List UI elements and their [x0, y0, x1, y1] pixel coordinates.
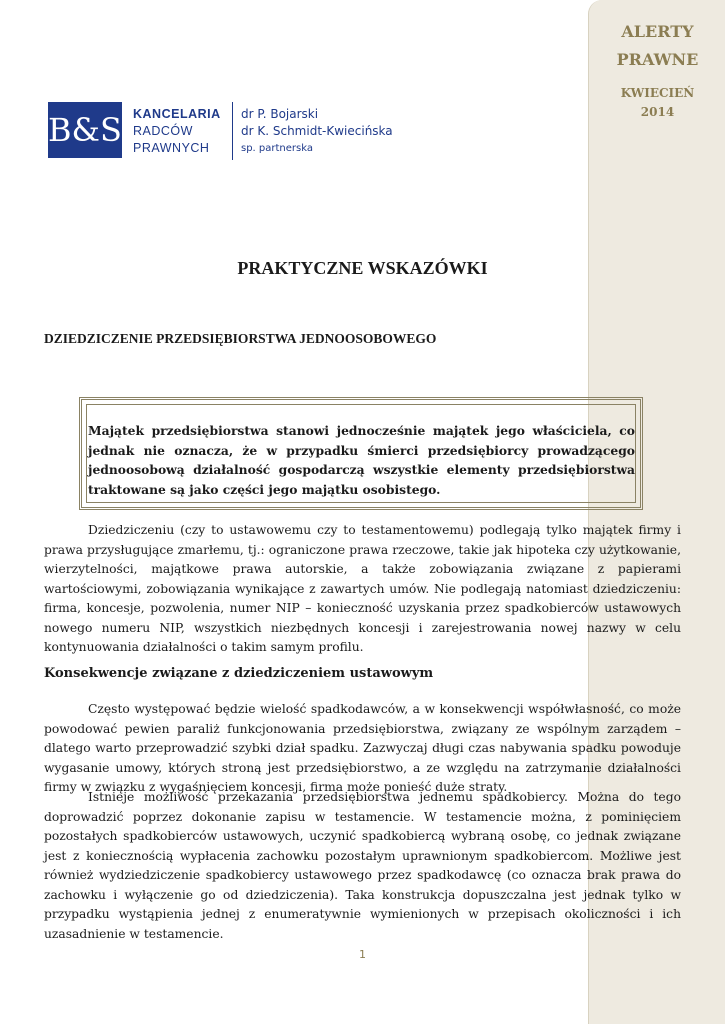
- logo-mark: B&S: [48, 102, 122, 158]
- logo-firm-line1: KANCELARIA: [133, 107, 221, 121]
- logo-name1: dr P. Bojarski: [241, 107, 319, 121]
- logo-partnership: sp. partnerska: [241, 143, 313, 154]
- firm-logo: [48, 102, 408, 160]
- paragraph-3: Istnieje możliwość przekazania przedsiębiorstwa jednemu spadkobiercy. Można do tego doprowadzić poprzez dokonanie zapisu w testamencie. W testamencie można, z pominięciem pozostałych spadkobierców ustawowych, uczynić spadkobiercą wybraną osobę, co jednak związane jest z koniecznością wypłacenia zachowku pozostałym uprawnionym spadkobiercom. Możliwe jest również wydziedziczenie spadkobiercy ustawowego przez spadkodawcę (co oznacza brak prawa do zachowku i wyłączenie go od dziedziczenia). Taka konstrukcja dopuszczalna jest jednak tylko w przypadku wystąpienia jednej z enumeratywnie wymienionych w przepisach okoliczności i ich uzasadnienie w testamencie.: [44, 790, 681, 941]
- logo-partner-names: [241, 106, 393, 157]
- logo-firm-line3: PRAWNYCH: [133, 141, 210, 155]
- highlight-text: Majątek przedsiębiorstwa stanowi jednocześnie majątek jego właściciela, co jednak nie oznacza, że w przypadku śmierci przedsiębiorcy prowadzącego jednoosobową działalność gospodarczą wszystkie elementy przedsiębiorstwa traktowane są jako części jego majątku osobistego.: [88, 423, 635, 497]
- page-number: 1: [359, 948, 366, 961]
- sidebar-year: 2014: [640, 105, 675, 119]
- logo-divider: [232, 102, 233, 160]
- page-title: PRAKTYCZNE WSKAZÓWKI: [237, 258, 488, 278]
- sidebar-month: KWIECIEŃ: [620, 86, 695, 100]
- sidebar-title-line2: PRAWNE: [616, 50, 699, 69]
- logo-firm-text: [133, 106, 221, 157]
- section-heading: Konsekwencje związane z dziedziczeniem ustawowym: [44, 666, 434, 681]
- sidebar-title-line1: ALERTY: [621, 22, 694, 41]
- logo-firm-line2: RADCÓW: [133, 124, 193, 138]
- paragraph-2: Często występować będzie wielość spadkodawców, a w konsekwencji współwłasność, co może powodować pewien paraliż funkcjonowania przedsiębiorstwa, związany ze wspólnym zarządem – dlatego warto przeprowadzić szybki dział spadku. Zazwyczaj długi czas nabywania spadku powoduje wygasanie umowy, których stroną jest przedsiębiorstwo, a ze względu na zatrzymanie działalności firmy w związku z wygaśnięciem koncesji, firma może ponieść duże straty.: [44, 702, 681, 794]
- paragraph-1: Dziedziczeniu (czy to ustawowemu czy to testamentowemu) podlegają tylko majątek firmy i prawa przysługujące zmarłemu, tj.: ograniczone prawa rzeczowe, takie jak hipoteka czy użytkowanie, wierzytelności, majątkowe prawa autorskie, a także zobowiązania związane z papierami wartościowymi, zobowiązania wynikające z zawartych umów. Nie podlegają natomiast dziedziczeniu: firma, koncesje, pozwolenia, numer NIP – konieczność uzyskania przez spadkobierców ustawowych nowego numeru NIP, wszystkich niezbędnych koncesji i zarejestrowania nowej nazwy w celu kontynuowania działalności o takim samym profilu.: [44, 523, 681, 654]
- logo-name2: dr K. Schmidt-Kwiecińska: [241, 124, 393, 138]
- section-title: DZIEDZICZENIE PRZEDSIĘBIORSTWA JEDNOOSOBOWEGO: [44, 331, 437, 346]
